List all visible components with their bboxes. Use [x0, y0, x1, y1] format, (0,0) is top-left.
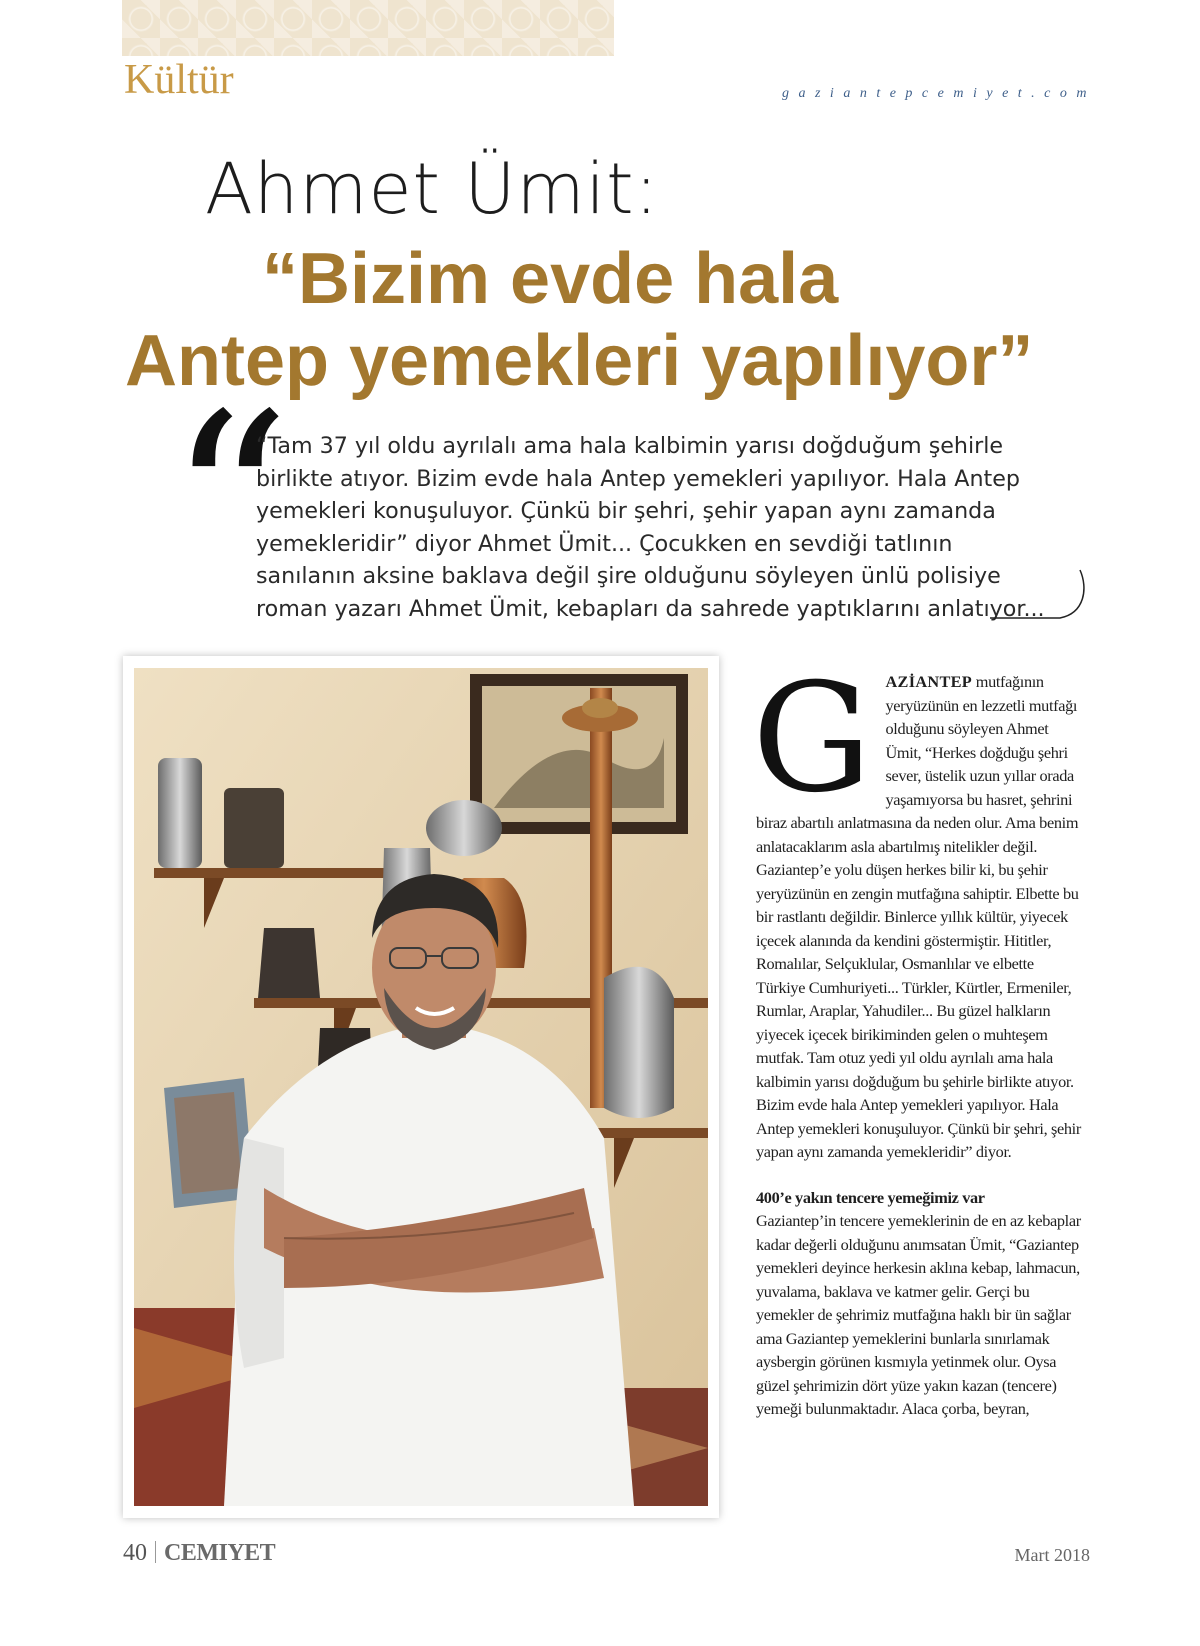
headline-quote-line-2: Antep yemekleri yapılıyor”	[125, 321, 1034, 401]
portrait-illustration	[134, 668, 708, 1506]
portrait-photo	[134, 668, 708, 1506]
article-body	[752, 652, 1086, 1421]
footer-divider	[155, 1541, 156, 1563]
headline-name: Ahmet Ümit:	[205, 148, 660, 230]
header-pattern-band	[122, 0, 614, 56]
intro-paragraph: “Tam 37 yıl oldu ayrılalı ama hala kalbimin yarısı doğduğum şehirle birlikte atıyor. Bizim evde hala Antep yemekleri yapılıyor. Hala Antep yemekleri konuşuluyor. Çünkü bir şehri, şehir yapan aynı zamanda yemekleridir” diyor Ahmet Ümit... Çocukken en sevdiği tatlının sanılanın aksine baklava değil şire olduğunu söyleyen ünlü polisiye roman yazarı Ahmet Ümit, kebapları da sahrede yaptıklarını anlatıyor...	[256, 433, 1045, 622]
lead-word: AZİANTEP	[885, 672, 973, 691]
section-label: Kültür	[124, 57, 234, 103]
issue-date: Mart 2018	[1014, 1545, 1090, 1565]
article-paragraph-1: mutfağının yeryüzünün en lezzetli mutfağı olduğunu söyleyen Ahmet Ümit, “Herkes doğduğu şehri sever, üstelik uzun yıllar orada yaşamıyorsa bu hasret, şehrini biraz abartılı anlatmasına da neden olur. Ama benim anlatacaklarım asla abartılmış nitelikler değil. Gaziantep’e yolu düşen herkes bilir ki, bu şehir yeryüzünün en zengin mutfağına sahiptir. Elbette bu bir rastlantı değildir. Binlerce yıllık kültür, yiyecek içecek alanında da kendini göstermiştir. Hititler, Romalılar, Selçuklular, Osmanlılar ve elbette Türkiye Cumhuriyeti... Türkler, Kürtler, Ermeniler, Rumlar, Araplar, Yahudiler... Bu güzel halkların yiyecek içecek birikiminden gelen o muhteşem mutfak. Tam otuz yedi yıl oldu ayrılalı ama hala kalbimin yarısı doğduğum bu şehirle birlikte atıyor. Bizim evde hala Antep yemekleri yapılıyor. Hala Antep yemekleri konuşuluyor. Çünkü bir şehri, şehir yapan aynı zamanda yemekleridir” diyor.	[756, 672, 1081, 1161]
footer-left	[123, 1540, 275, 1567]
dropcap: G	[752, 652, 872, 826]
article-paragraph-2: Gaziantep’in tencere yemeklerinin de en az kebaplar kadar değerli olduğunu anımsatan Ümit, “Gaziantep yemekleri deyince herkesin aklına kebap, lahmacun, yuvalama, baklava ve katmer gelir. Gerçi bu yemekler de şehrimiz mutfağına haklı bir ün sağlar ama Gaziantep yemeklerini bunlarla sınırlamak aysbergin görünen kısmıyla yetinmek olur. Oysa güzel şehrimizin dört yüze yakın kazan (tencere) yemeği bulunmaktadır. Alaca çorba, beyran,	[756, 1211, 1081, 1418]
site-url[interactable]: gaziantepcemiyet.com	[781, 86, 1096, 101]
decorative-swash	[990, 568, 1090, 628]
quote-mark-icon: “	[168, 362, 291, 642]
magazine-name: CEMIYET	[164, 1540, 276, 1566]
headline-quote-line-1: “Bizim evde hala	[262, 239, 839, 319]
page-number: 40	[123, 1540, 147, 1566]
article-subheading: 400’e yakın tencere yemeğimiz var	[756, 1187, 985, 1207]
